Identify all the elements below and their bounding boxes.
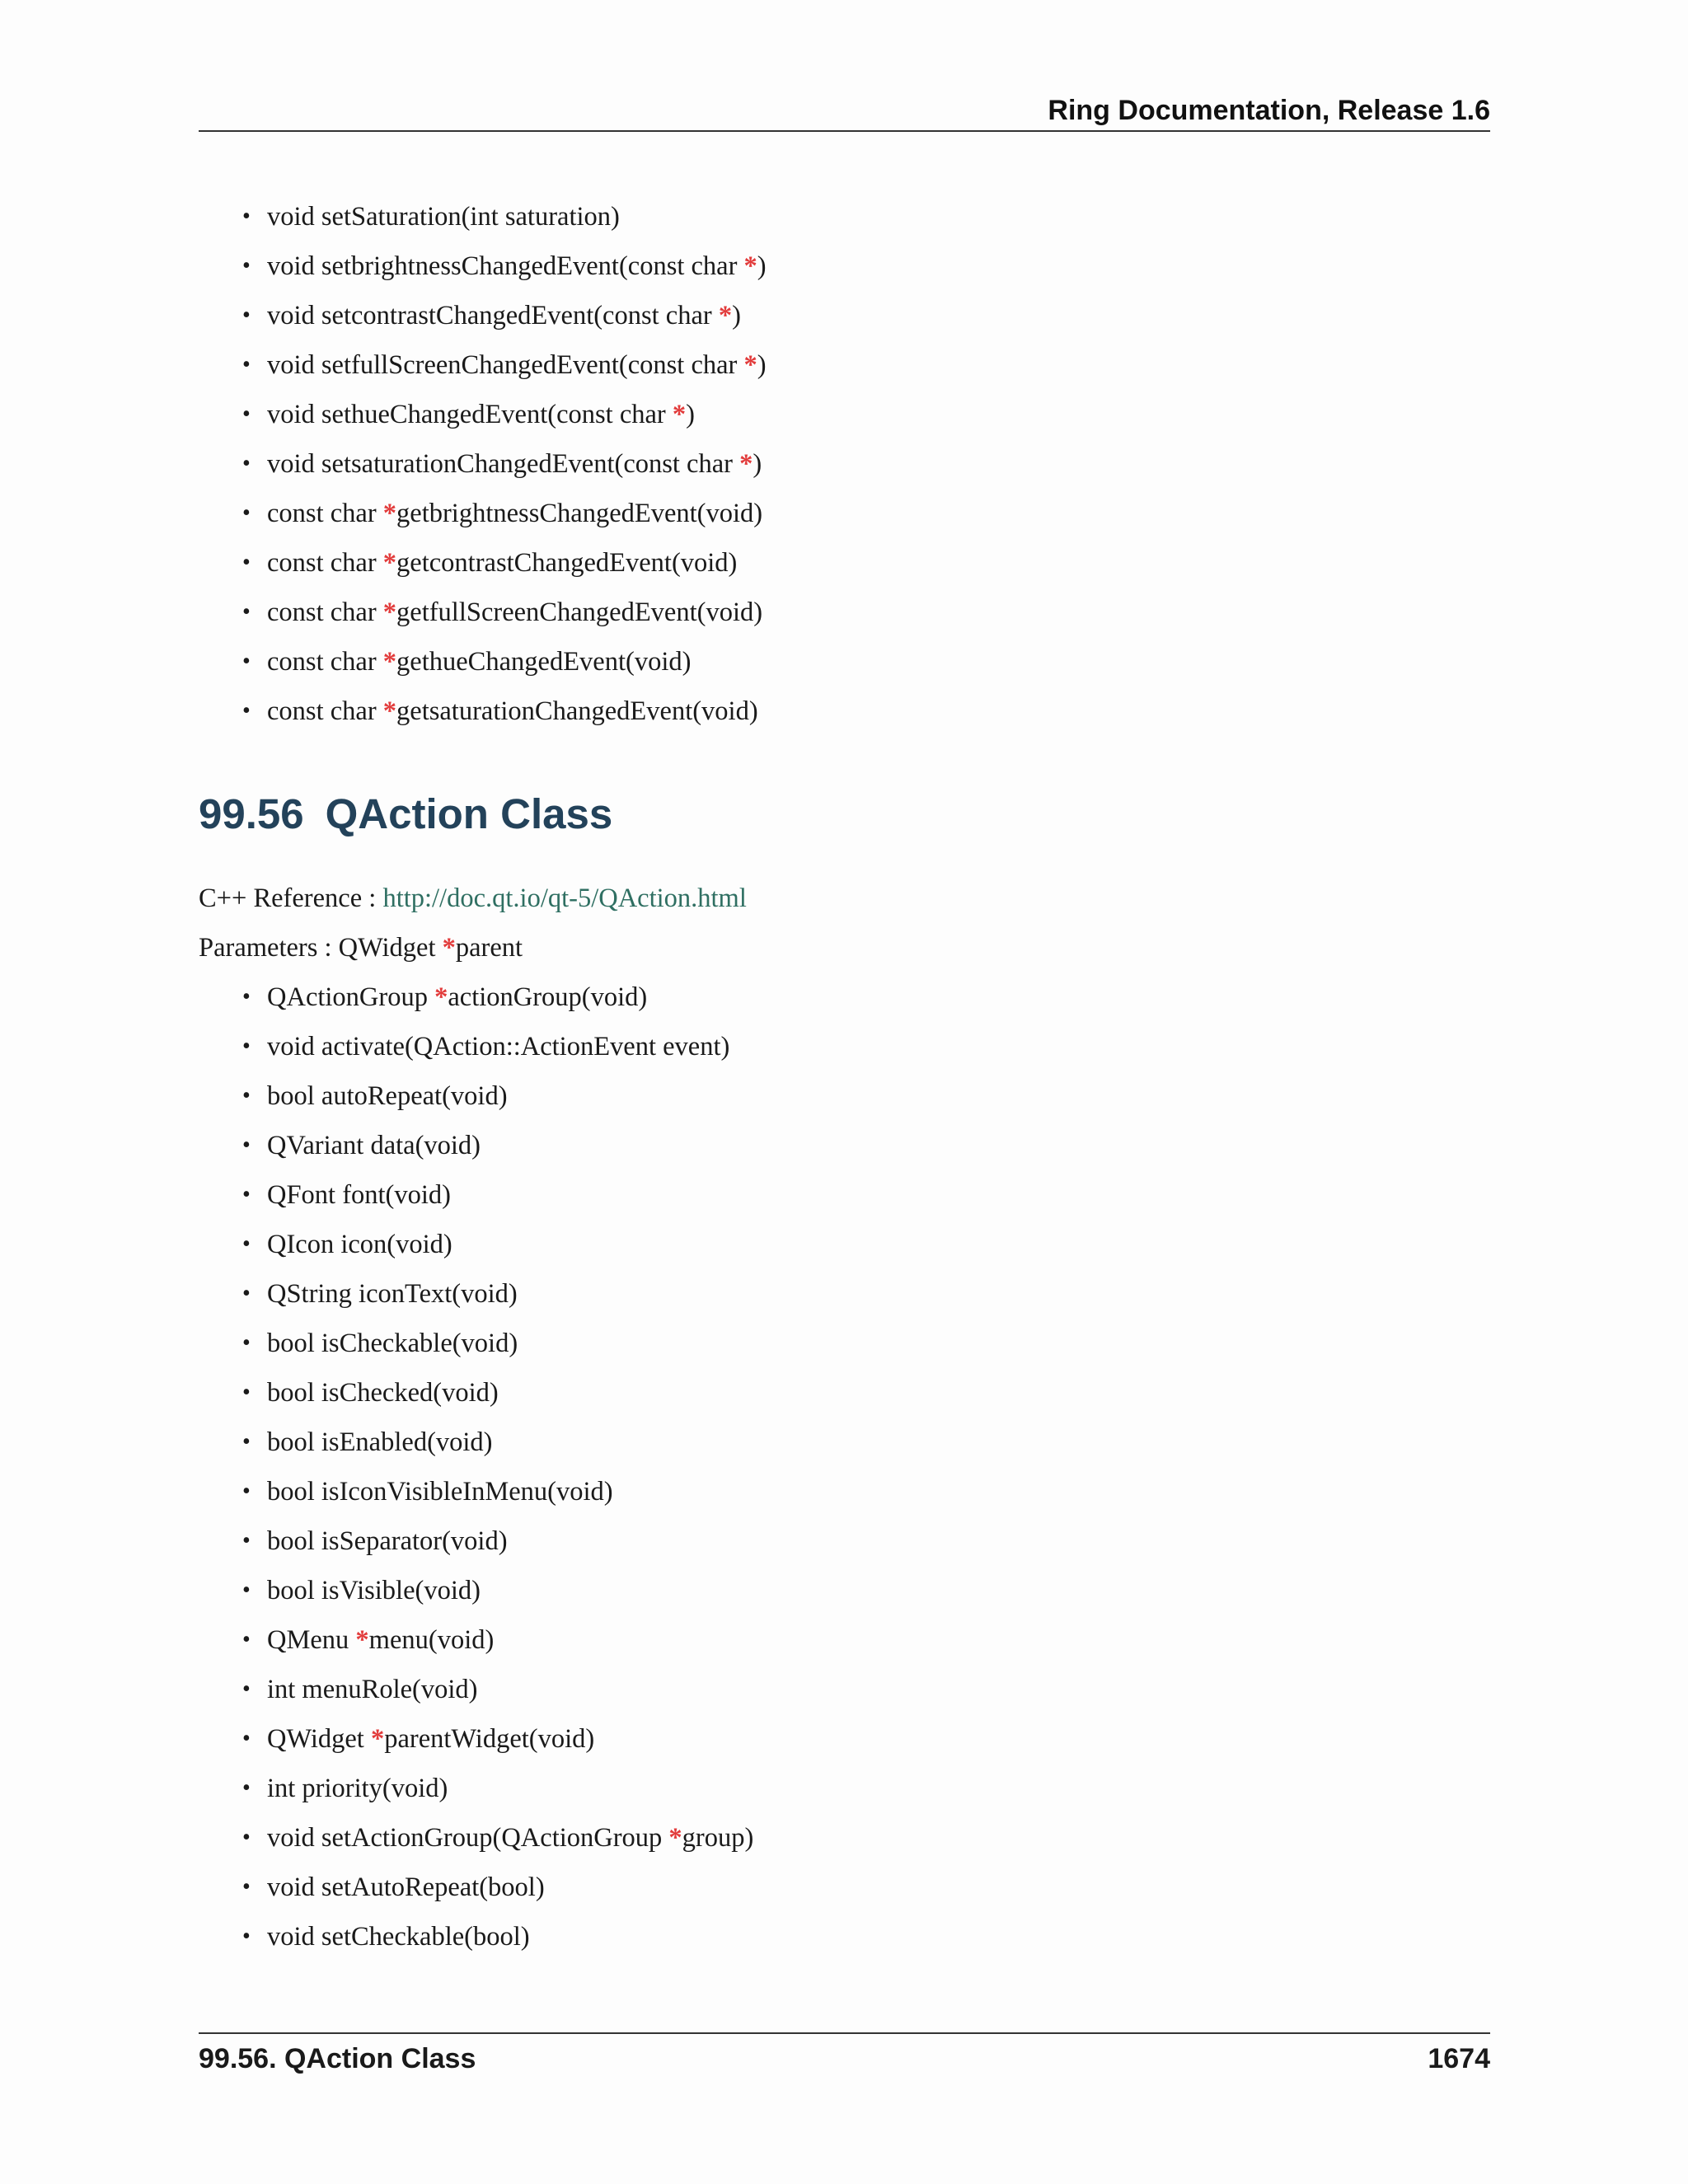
list-item (199, 1269, 1490, 1319)
list-item (199, 439, 1490, 489)
signature-text: QString iconText(void) (267, 1279, 518, 1309)
signature-text: const char (267, 647, 383, 677)
signature-text: QVariant data(void) (267, 1131, 481, 1160)
bullet-icon: • (242, 1083, 251, 1108)
pointer-star: * (739, 449, 753, 479)
signature-suffix: menu(void) (368, 1625, 495, 1655)
signature-text: QMenu (267, 1625, 356, 1655)
pointer-star: * (743, 350, 757, 380)
list-item (199, 340, 1490, 390)
signature-suffix: getfullScreenChangedEvent(void) (396, 598, 763, 627)
bullet-icon: • (242, 1726, 251, 1751)
bullet-icon: • (242, 253, 251, 279)
bullet-icon: • (242, 1033, 251, 1059)
list-item (199, 291, 1490, 340)
pointer-star: * (434, 982, 448, 1012)
signature-text: QFont font(void) (267, 1180, 451, 1210)
bullet-icon: • (242, 1825, 251, 1850)
list-item (199, 1764, 1490, 1813)
bullet-icon: • (242, 1479, 251, 1504)
bullet-icon: • (242, 352, 251, 377)
bullet-icon: • (242, 1924, 251, 1949)
list-item (199, 390, 1490, 439)
section-number: 99.56 (199, 790, 304, 837)
bullet-icon: • (242, 1380, 251, 1405)
list-item (199, 538, 1490, 588)
signature-text: void setfullScreenChangedEvent(const char (267, 350, 744, 380)
bullet-icon: • (242, 1528, 251, 1554)
pointer-star: * (672, 400, 687, 429)
signature-text: QWidget (267, 1724, 371, 1754)
parameters-suffix: parent (455, 933, 523, 963)
bullet-icon: • (242, 1775, 251, 1801)
list-item (199, 972, 1490, 1022)
list-item (199, 1912, 1490, 1961)
bullet-icon: • (242, 1182, 251, 1207)
list-item (199, 1665, 1490, 1714)
document-page (199, 0, 1490, 2184)
reference-link[interactable]: http://doc.qt.io/qt-5/QAction.html (382, 883, 747, 913)
signature-text: bool isChecked(void) (267, 1378, 499, 1408)
signature-text: void setSaturation(int saturation) (267, 202, 620, 232)
signature-text: void sethueChangedEvent(const char (267, 400, 673, 429)
signature-text: bool isCheckable(void) (267, 1329, 518, 1358)
signature-text: void setAutoRepeat(bool) (267, 1872, 545, 1902)
list-item (199, 637, 1490, 687)
list-item (199, 192, 1490, 241)
signature-text: int priority(void) (267, 1774, 448, 1803)
signature-text: void setbrightnessChangedEvent(const char (267, 251, 744, 281)
signature-text: bool isVisible(void) (267, 1576, 481, 1605)
signature-text: void setCheckable(bool) (267, 1922, 530, 1952)
page-footer (199, 2032, 1490, 2083)
signature-text: const char (267, 696, 383, 726)
bullet-icon: • (242, 698, 251, 724)
pointer-star: * (382, 696, 397, 726)
parameters-line (199, 923, 523, 972)
bullet-icon: • (242, 500, 251, 526)
signature-text: QActionGroup (267, 982, 435, 1012)
list-item (199, 1714, 1490, 1764)
signature-suffix: parentWidget(void) (384, 1724, 595, 1754)
list-item (199, 1813, 1490, 1863)
signature-text: void setcontrastChangedEvent(const char (267, 301, 719, 330)
header-title: Ring Documentation, Release 1.6 (1048, 95, 1490, 126)
section-title: QAction Class (325, 790, 613, 837)
list-item (199, 1022, 1490, 1071)
pointer-star: * (370, 1724, 385, 1754)
bullet-icon: • (242, 451, 251, 476)
parameters-prefix: Parameters : QWidget (199, 933, 443, 963)
list-item (199, 1418, 1490, 1467)
signature-text: void setActionGroup(QActionGroup (267, 1823, 669, 1853)
signature-text: bool isEnabled(void) (267, 1427, 493, 1457)
signature-text: const char (267, 598, 383, 627)
bullet-icon: • (242, 550, 251, 575)
pointer-star: * (382, 548, 397, 578)
signature-text: void activate(QAction::ActionEvent event) (267, 1032, 730, 1062)
bullet-icon: • (242, 649, 251, 674)
signature-text: const char (267, 499, 383, 528)
pointer-star: * (382, 499, 397, 528)
pointer-star: * (355, 1625, 369, 1655)
bullet-icon: • (242, 1132, 251, 1158)
pointer-star: * (668, 1823, 682, 1853)
signature-suffix: ) (757, 251, 767, 281)
list-item (199, 687, 1490, 736)
bullet-icon: • (242, 1676, 251, 1702)
method-list-bottom (199, 972, 1490, 1961)
reference-label: C++ Reference : (199, 883, 383, 913)
signature-suffix: ) (753, 449, 762, 479)
pointer-star: * (442, 933, 456, 963)
list-item (199, 241, 1490, 291)
section-heading (199, 783, 612, 846)
list-item (199, 1319, 1490, 1368)
bullet-icon: • (242, 599, 251, 625)
signature-text: void setsaturationChangedEvent(const char (267, 449, 740, 479)
signature-text: bool isSeparator(void) (267, 1526, 508, 1556)
list-item (199, 1170, 1490, 1220)
footer-section: 99.56. QAction Class (199, 2043, 476, 2074)
signature-suffix: getcontrastChangedEvent(void) (396, 548, 738, 578)
list-item (199, 1121, 1490, 1170)
signature-text: QIcon icon(void) (267, 1230, 452, 1259)
signature-suffix: getbrightnessChangedEvent(void) (396, 499, 763, 528)
list-item (199, 1368, 1490, 1418)
pointer-star: * (382, 647, 397, 677)
list-item (199, 1467, 1490, 1516)
signature-suffix: actionGroup(void) (448, 982, 648, 1012)
pointer-star: * (718, 301, 733, 330)
footer-page-number: 1674 (1428, 2043, 1490, 2074)
page-header (199, 91, 1490, 132)
list-item (199, 1220, 1490, 1269)
bullet-icon: • (242, 984, 251, 1010)
bullet-icon: • (242, 1429, 251, 1455)
signature-text: bool isIconVisibleInMenu(void) (267, 1477, 613, 1507)
list-item (199, 1071, 1490, 1121)
list-item (199, 1615, 1490, 1665)
signature-suffix: group) (682, 1823, 754, 1853)
list-item (199, 489, 1490, 538)
bullet-icon: • (242, 302, 251, 328)
signature-suffix: ) (686, 400, 695, 429)
signature-text: bool autoRepeat(void) (267, 1081, 508, 1111)
list-item (199, 1516, 1490, 1566)
bullet-icon: • (242, 1281, 251, 1306)
signature-suffix: ) (732, 301, 741, 330)
list-item (199, 588, 1490, 637)
cpp-reference-line (199, 874, 747, 923)
signature-text: const char (267, 548, 383, 578)
list-item (199, 1863, 1490, 1912)
bullet-icon: • (242, 204, 251, 229)
bullet-icon: • (242, 401, 251, 427)
list-item (199, 1566, 1490, 1615)
bullet-icon: • (242, 1627, 251, 1652)
bullet-icon: • (242, 1231, 251, 1257)
signature-suffix: gethueChangedEvent(void) (396, 647, 692, 677)
method-list-top (199, 192, 1490, 736)
signature-text: int menuRole(void) (267, 1675, 478, 1704)
pointer-star: * (743, 251, 757, 281)
pointer-star: * (382, 598, 397, 627)
signature-suffix: getsaturationChangedEvent(void) (396, 696, 758, 726)
bullet-icon: • (242, 1874, 251, 1900)
bullet-icon: • (242, 1330, 251, 1356)
bullet-icon: • (242, 1577, 251, 1603)
signature-suffix: ) (757, 350, 767, 380)
